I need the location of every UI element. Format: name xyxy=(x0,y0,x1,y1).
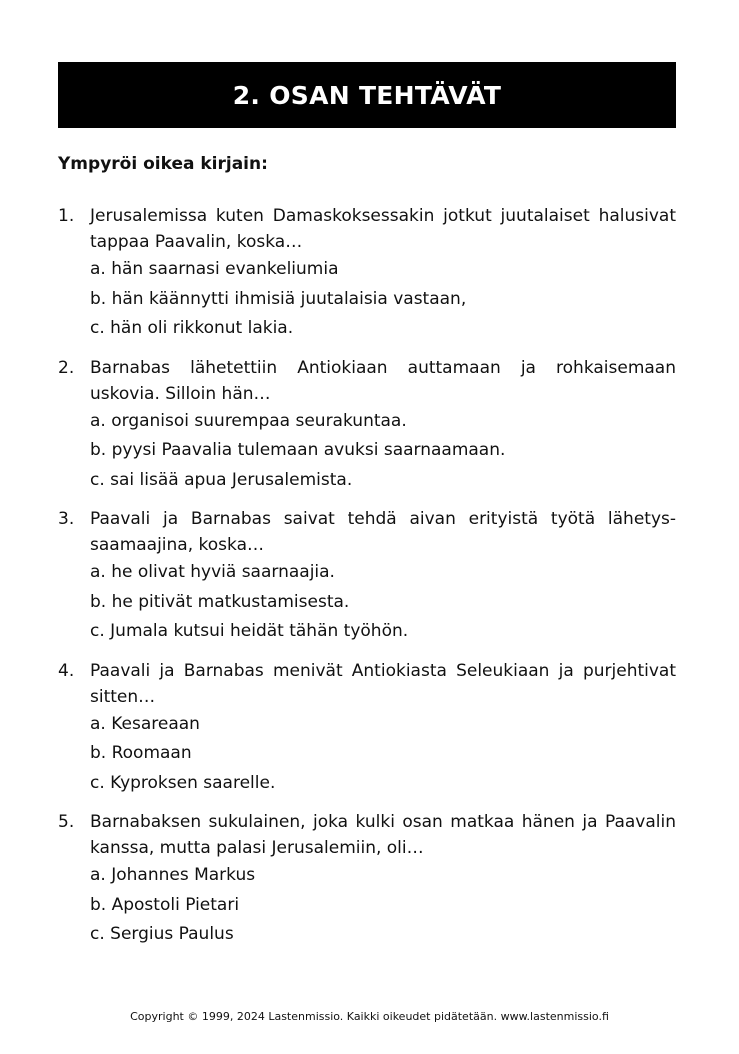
copyright-footer: Copyright © 1999, 2024 Lastenmissio. Kaikki oikeudet pidätetään. www.lastenmissio.fi xyxy=(130,1010,609,1023)
option-c: c. Jumala kutsui heidät tähän työhön. xyxy=(90,621,409,641)
option-c: c. hän oli rikkonut lakia. xyxy=(90,318,294,338)
option-a: a. hän saarnasi evankeliumia xyxy=(90,259,339,279)
instruction-text: Ympyröi oikea kirjain: xyxy=(58,154,268,174)
option-a: a. Johannes Markus xyxy=(90,865,256,885)
question-number: 3. xyxy=(58,509,75,529)
question-2 xyxy=(58,355,676,496)
option-a: a. organisoi suurempaa seurakuntaa. xyxy=(90,410,407,431)
question-number: 5. xyxy=(58,812,75,832)
question-4 xyxy=(58,658,676,799)
option-b: b. Roomaan xyxy=(90,743,192,763)
question-number: 2. xyxy=(58,357,75,378)
option-c: c. Sergius Paulus xyxy=(90,924,234,944)
page-title: 2. OSAN TEHTÄVÄT xyxy=(232,80,502,110)
question-number: 4. xyxy=(58,660,75,681)
option-a: a. Kesareaan xyxy=(90,713,200,734)
question-text: Paavali ja Barnabas saivat tehdä aivan erityistä työtä lähetys-saamaajina, koska… xyxy=(90,509,676,555)
option-a: a. he olivat hyviä saarnaajia. xyxy=(90,562,335,582)
option-c: c. Kyproksen saarelle. xyxy=(90,772,276,793)
question-3 xyxy=(58,506,676,647)
question-text: Barnabaksen sukulainen, joka kulki osan matkaa hänen ja Paavalin kanssa, mutta palasi Jerusalemiin, oli… xyxy=(90,812,676,858)
option-b: b. Apostoli Pietari xyxy=(90,894,240,915)
question-1 xyxy=(58,203,676,344)
question-number: 1. xyxy=(58,206,75,226)
question-text: Paavali ja Barnabas menivät Antiokiasta Seleukiaan ja purjehtivat sitten… xyxy=(90,660,676,707)
question-list xyxy=(58,203,676,961)
title-banner xyxy=(58,62,676,128)
option-c: c. sai lisää apua Jerusalemista. xyxy=(90,469,353,490)
option-b: b. pyysi Paavalia tulemaan avuksi saarnaamaan. xyxy=(90,440,506,460)
option-b: b. he pitivät matkustamisesta. xyxy=(90,591,350,612)
question-text: Barnabas lähetettiin Antiokiaan auttamaan ja rohkaisemaan uskovia. Silloin hän… xyxy=(90,357,676,404)
option-b: b. hän käännytti ihmisiä juutalaisia vastaan, xyxy=(90,288,467,309)
question-text: Jerusalemissa kuten Damaskoksessakin jotkut juutalaiset halusivat tappaa Paavalin, koska… xyxy=(90,206,676,252)
question-5 xyxy=(58,809,676,950)
